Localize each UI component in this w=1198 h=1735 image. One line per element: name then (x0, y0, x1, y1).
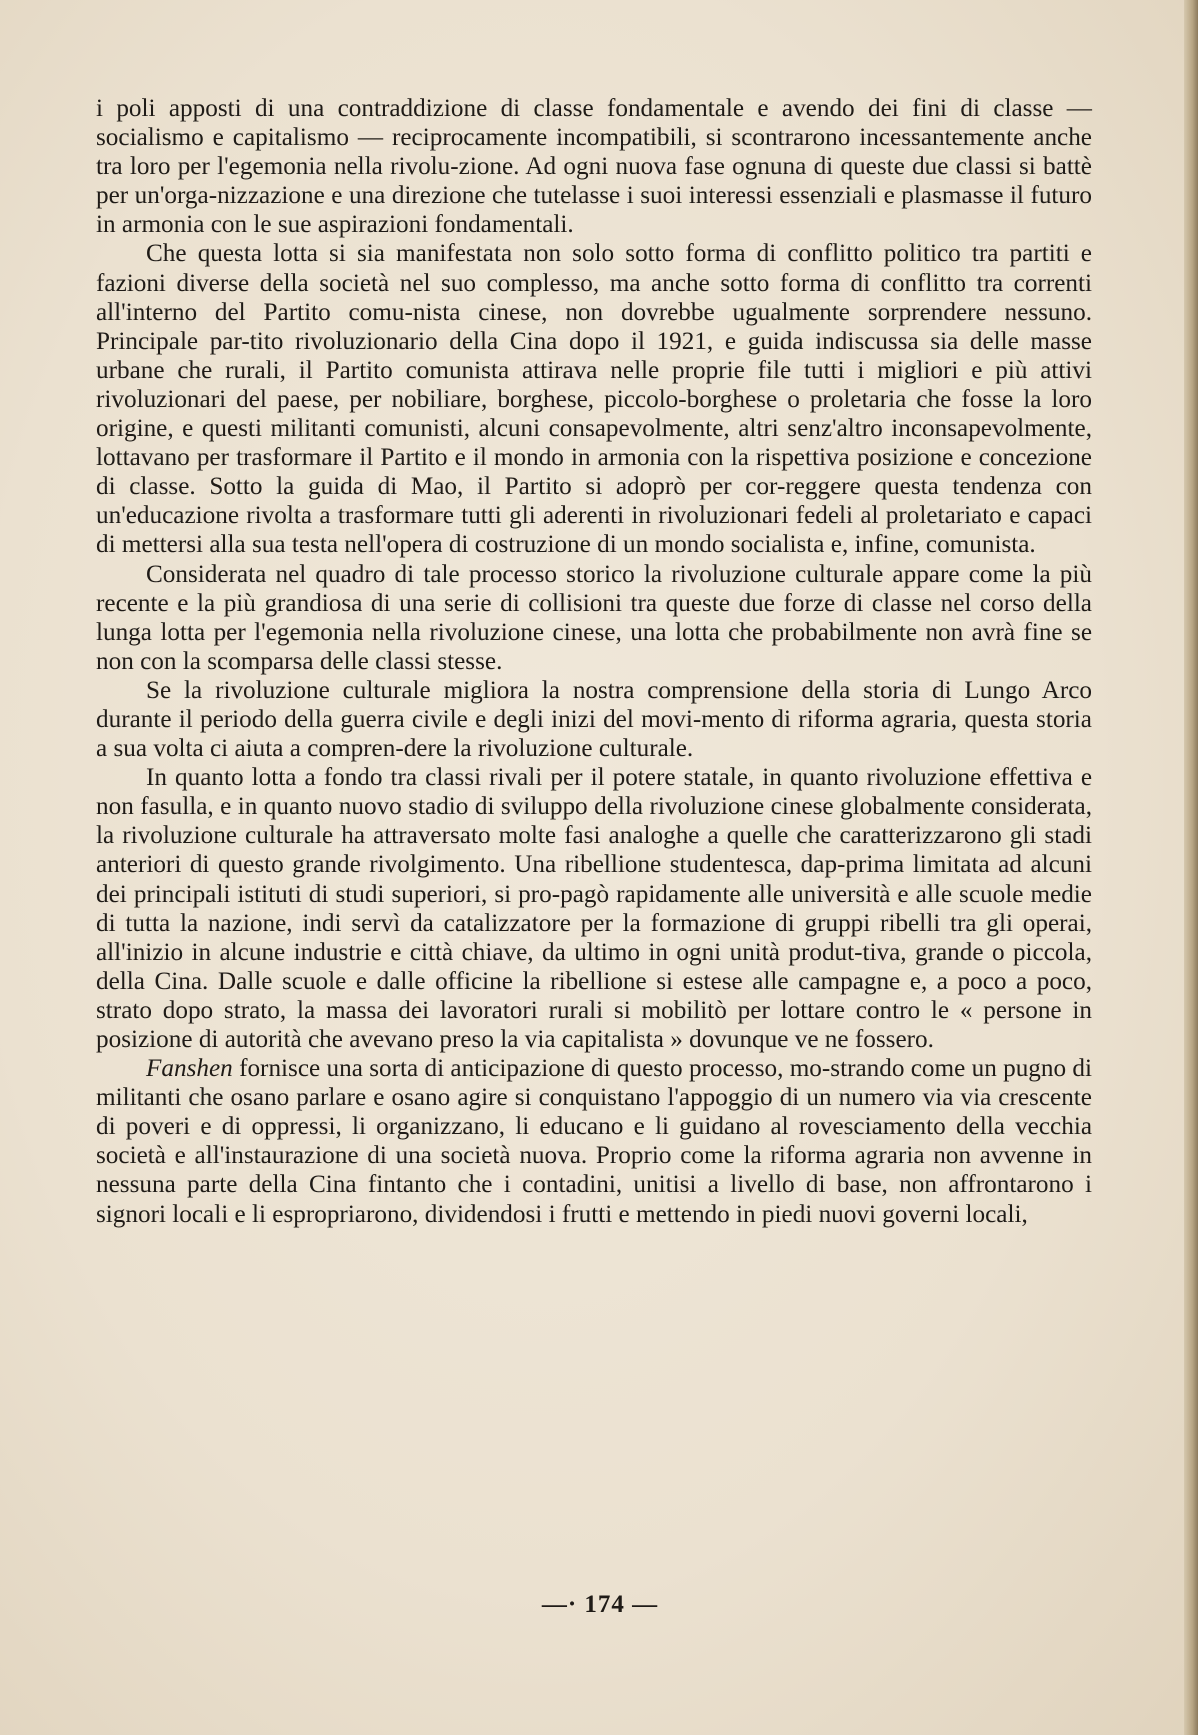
paragraph-5: In quanto lotta a fondo tra classi rivali per il potere statale, in quanto rivoluzione effettiva e non fasulla, e in quanto nuovo stadio di sviluppo della rivoluzione cinese globalmente considerata, la rivoluzione culturale ha attraversato molte fasi analoghe a quelle che caratterizzarono gli stadi anteriori di questo grande rivolgimento. Una ribellione studentesca, dap-prima limitata ad alcuni dei principali istituti di studi superiori, si pro-pagò rapidamente alle università e alle scuole medie di tutta la nazione, indi servì da catalizzatore per la formazione di gruppi ribelli tra gli operai, all'inizio in alcune industrie e città chiave, da ultimo in ogni unità produt-tiva, grande o piccola, della Cina. Dalle scuole e dalle officine la ribellione si estese alle campagne e, a poco a poco, strato dopo strato, la massa dei lavoratori rurali si mobilitò per lottare contro le « persone in posizione di autorità che avevano preso la via capitalista » dovunque ve ne fossero. (96, 764, 1092, 1053)
paragraph-4: Se la rivoluzione culturale migliora la nostra comprensione della storia di Lungo Arco durante il periodo della guerra civile e degli inizi del movi-mento di riforma agraria, questa storia a sua volta ci aiuta a compren-dere la rivoluzione culturale. (96, 676, 1092, 763)
book-title-fanshen: Fanshen (146, 1055, 233, 1083)
body-text (96, 94, 1092, 1229)
paragraph-6-text: fornisce una sorta di anticipazione di questo processo, mo-strando come un pugno di militanti che osano parlare e osano agire si conquistano l'appoggio di un numero via via crescente di poveri e di oppressi, li organizzano, li educano e li guidano al rovesciamento della vecchia società e all'instaurazione di una società nuova. Proprio come la riforma agraria non avvenne in nessuna parte della Cina fintanto che i contadini, unitisi a livello di base, non affrontarono i signori locali e li espropriarono, dividendosi i frutti e mettendo in piedi nuovi governi locali, (96, 1055, 1092, 1228)
paragraph-1: i poli apposti di una contraddizione di classe fondamentale e avendo dei fini di classe — socialismo e capitalismo — reciprocamente incompatibili, si scontrarono incessantemente anche tra loro per l'egemonia nella rivolu-zione. Ad ogni nuova fase ognuna di queste due classi si battè per un'orga-nizzazione e una direzione che tutelasse i suoi interessi essenziali e plasmasse il futuro in armonia con le sue aspirazioni fondamentali. (96, 95, 1092, 239)
paragraph-2: Che questa lotta si sia manifestata non solo sotto forma di conflitto politico tra partiti e fazioni diverse della società nel suo complesso, ma anche sotto forma di conflitto tra correnti all'interno del Partito comu-nista cinese, non dovrebbe ugualmente sorprendere nessuno. Principale par-tito rivoluzionario della Cina dopo il 1921, e guida indiscussa sia delle masse urbane che rurali, il Partito comunista attirava nelle proprie file tutti i migliori e più attivi rivoluzionari del paese, per nobiliare, borghese, piccolo-borghese o proletaria che fosse la loro origine, e questi militanti comunisti, alcuni consapevolmente, altri senz'altro inconsapevolmente, lottavano per trasformare il Partito e il mondo in armonia con la rispettiva posizione e concezione di classe. Sotto la guida di Mao, il Partito si adoprò per cor-reggere questa tendenza con un'educazione rivolta a trasformare tutti gli aderenti in rivoluzionari fedeli al proletariato e capaci di mettersi alla sua testa nell'opera di costruzione di un mondo socialista e, infine, comunista. (96, 240, 1092, 559)
page-number: —· 174 — (541, 1591, 659, 1618)
paragraph-3: Considerata nel quadro di tale processo storico la rivoluzione culturale appare come la più recente e la più grandiosa di una serie di collisioni tra queste due forze di classe nel corso della lunga lotta per l'egemonia nella rivoluzione cinese, una lotta che probabilmente non avrà fine se non con la scomparsa delle classi stesse. (96, 560, 1092, 675)
page-edge-shadow (1184, 0, 1198, 1735)
paragraph-6 (96, 1054, 1092, 1229)
